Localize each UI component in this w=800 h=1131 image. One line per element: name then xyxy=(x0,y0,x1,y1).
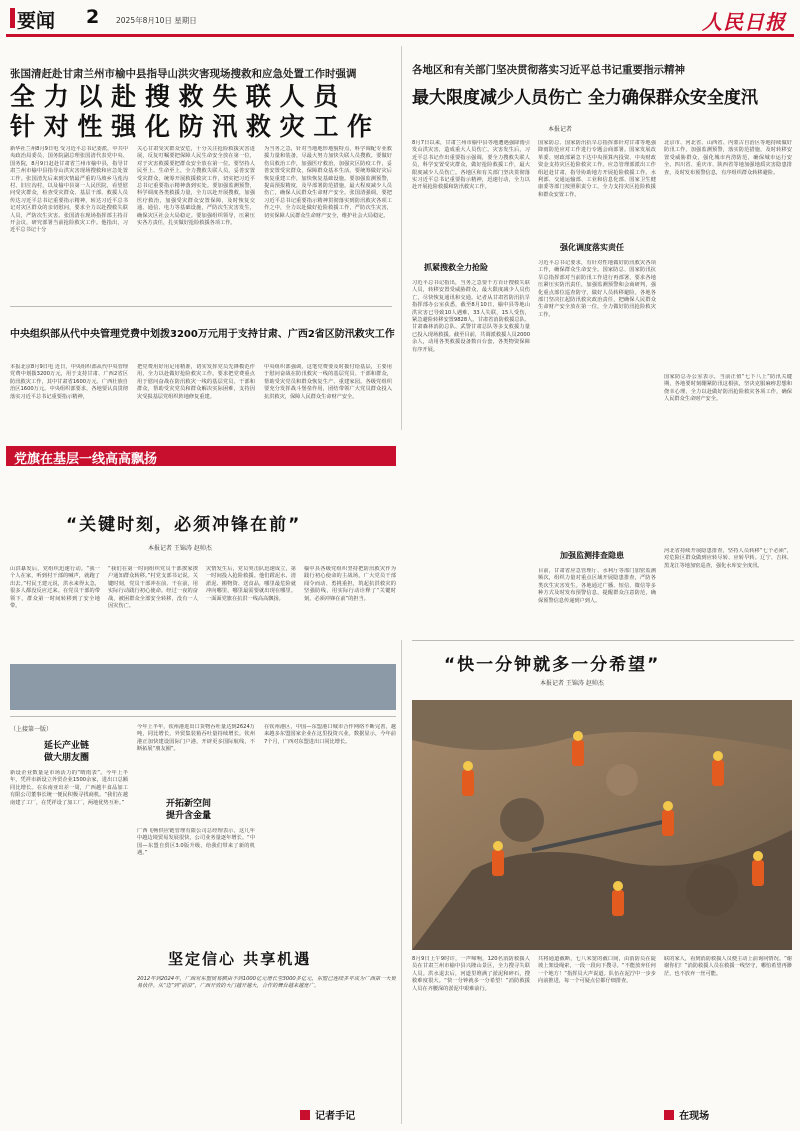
economy-body-col2: 今年上半年，钦州港进出口货物吞吐量达到2624万吨，同比增长，外贸集装箱吞吐量持续增长。钦州港正加快建设国际门户港，开辟更多国际航线，不断拓展“朋友圈”。 xyxy=(137,724,255,753)
paper-logo: 人民日报 xyxy=(702,10,786,34)
right-subhead-3: 加强监测排查隐患 xyxy=(560,551,624,560)
lead-headline-2: 针 对 性 强 化 防 汛 救 灾 工 作 xyxy=(10,112,373,141)
rescue-photo xyxy=(412,700,792,950)
right-kicker: 各地区和有关部门坚决贯彻落实习近平总书记重要指示精神 xyxy=(412,64,685,76)
right-body-h: 河北省持续开展隐患排查，坚持人员转移“七个必须”，对危险区群众做到应转尽转、应转早转。辽宁、吉林、黑龙江等地加密巡查，强化水库安全度汛。 xyxy=(664,548,792,569)
rescue-byline: 本报记者 王锦涛 赵帅杰 xyxy=(540,680,604,687)
rescue-footer-label: 在现场 xyxy=(679,1111,710,1122)
economy-footer-tag xyxy=(300,1104,356,1122)
lead-kicker: 张国清赶赴甘肃兰州市榆中县指导山洪灾害现场搜救和应急处置工作时强调 xyxy=(10,68,357,80)
rescue-headline: “快一分钟就多一分希望” xyxy=(444,655,661,675)
feature-photo xyxy=(10,664,396,710)
rescue-body-col1: 8月9日上午9时许，一声啼响，120名消防救援人员在甘肃兰州市榆中县兴隆山景区，全力搜寻失联人员。洪水退去后，河道里堆满了淤泥和碎石，搜救难度很大。“快一分钟就多一分希望！”消防救援人员在齐腰深的淤泥中艰难前行。 xyxy=(412,956,530,992)
right-body-d: 习近平总书记要求，有针对性地做好防汛救灾各项工作，确保群众生命安全。国家防总、国家防汛抗旱总指挥部对当前防汛工作进行再部署，要求各地压紧压实防汛责任，加强监测预警和会商研判，强化重点部位巡查防守，做好人员转移避险。各地各部门坚决扛起防汛救灾政治责任，把确保人民群众生命财产安全放在第一位，全力做好防汛抢险救灾工作。 xyxy=(538,260,656,318)
column-divider xyxy=(401,640,402,1124)
section-name: 要闻 xyxy=(17,10,56,32)
feature-byline: 本报记者 王锦涛 赵帅杰 xyxy=(148,545,212,552)
feature-body-col4: 榆中县各级党组织坚持把防汛救灾作为践行初心使命的主战场，广大党员干部闻令而动、勇挑重担，筑起抗洪救灾的坚强防线，用实际行动诠释了“关键时刻，必须冲锋在前”的担当。 xyxy=(304,566,396,602)
footer-tag-icon xyxy=(300,1110,310,1120)
right-body-a: 8月7日以来，甘肃兰州市榆中县等地遭遇强降雨引发山洪灾害，造成重大人员伤亡。灾害发生后，习近平总书记作出重要指示强调，要全力搜救失联人员，科学安置受灾群众，做好抢险救援工作，最大限度减少人员伤亡。各地区和有关部门坚决贯彻落实习近平总书记重要指示精神，迅速行动，全力以赴开展抢险救援和防汛救灾工作。 xyxy=(412,140,530,191)
lead-body-col1: 新华社兰州8月9日电 受习近平总书记委派，中共中央政治局委员、国务院副总理张国清代表党中央、国务院，8月9日赶赴甘肃省兰州市榆中县，指导甘肃兰州市榆中县指导山洪灾害现场搜救和应急处置工作。张国清先后来到灾情最严重的马坡乡马莲沟村、旧庄沟村，以及榆中县第一人民医院，看望慰问受灾群众，检查受灾群众、基层干部、救援人员传达习近平总书记重要指示精神，转达习近平总书记对灾区群众的亲切慰问，要求全力以赴搜救失联人员，严防次生灾害。张国清在现场指挥部主持召开会议，研究部署当前抢险救灾工作。他指出，习近平总书记十分 xyxy=(10,146,128,234)
right-body-b: 习近平总书记指出，当务之急要千方百计搜救失联人员，转移安置受威胁群众，最大限度减少人员伤亡，尽快恢复通讯和交通。记者从甘肃省防汛抗旱指挥部办公室获悉，截至8月10日，榆中县等地山洪灾害已导致10人遇难，33人失联，15人受伤，紧急避险转移安置9828人。甘肃省消防救援总队、甘肃森林消防总队、武警甘肃总队等多支救援力量已投入现场救援。截至目前，共调派救援人员2000余人，动用各类救援设备数百台套，各类物资保障有序开展。 xyxy=(412,280,530,353)
right-body-f: 北京市、河北省、山西省、内蒙古自治区等地持续做好防汛工作，加强监测预警，落实防范措施，及时转移安置受威胁群众，强化城市内涝防范，确保城市运行安全。四川省、重庆市、陕西省等地加强地质灾害隐患排查，及时发布预警信息，有序组织群众转移避险。 xyxy=(664,140,792,176)
right-body-g: 国家防总办公室表示，当前正值“七下八上”防汛关键期，各地要时刻绷紧防汛这根弦，坚决克服麻痹思想和侥幸心理，全力以赴做好防汛抢险救灾各项工作，确保人民群众生命财产安全。 xyxy=(664,374,792,403)
right-subhead-1: 抓紧搜救全力抢险 xyxy=(424,263,488,272)
economy-body-col2b: 广西飞畅供应链管理有限公司总经理表示，这几年中越边境贸易发展很快，公司业务量逐年增长。“中国—东盟自贸区3.0版升级，给我们带来了新的机遇。” xyxy=(137,828,255,857)
funding-body-col3: 中央组织部强调，这笔党费要及时拨付给基层，主要用于慰问奋战在防汛救灾一线的基层党员、干部和群众，帮助受灾党员和群众恢复生产、重建家园。各级党组织要充分发挥战斗堡垒作用，团结带领广大党员群众投入抗洪救灾，保障人民群众生命财产安全。 xyxy=(264,364,392,400)
divider-line xyxy=(412,640,794,641)
divider-line xyxy=(10,306,392,307)
lead-body-col3: 为当务之急，针对当地地形地貌特点，科学调配专业救援力量和装备，尽最大努力加快失联人员搜救。要做好伤员救治工作，加强医疗救治，加强灾区防疫工作，妥善安置受灾群众，保障群众基本生活。要统筹做好灾后恢复重建工作，加快恢复基础设施。要加强监测预警，提高预报精度，及早部署防范措施，最大程度减少人员伤亡，确保人民群众生命财产安全。张国清强调，要把习近平总书记重要指示精神贯彻落实到防汛救灾各项工作之中，全力以赴做好抢险救援工作，严防次生灾害，切实保障人民群众生命财产安全，维护社会大局稳定。 xyxy=(264,146,392,219)
funding-headline: 中央组织部从代中央管理党费中划拨3200万元用于支持甘肃、广西2省区防汛救灾工作 xyxy=(10,329,395,340)
feature-body-col1: 山洪暴发后，党组织迅速行动。“我一个人在家，听到村干部的喊声，就跑了出去。”村民王建元说，洪水来得太急，很多人都没反应过来。在党员干部的带领下，群众第一时间转移到了安全地带。 xyxy=(10,566,100,610)
lead-body-col2: 关心甘肃受灾群众安危，十分关注抢险救援灾害进展，反复叮嘱要把保障人民生命安全放在第一位，对于灾害救援要把群众安全放在第一位。要坚持人民至上、生命至上，全力搜救失联人员，妥善安置受灾群众，统筹开展救援救灾工作，切实把习近平总书记重要指示精神落到实处。要加强监测预警，科学调度各类救援力量，全力以赴开展搜救，加强医疗救治，加强受灾群众安置保障，及时恢复交通、通信、电力等基础设施，严防次生灾害发生，确保灾区社会大局稳定。要加强组织领导，压紧压实各方责任，扎实做好抢险救援各项工作。 xyxy=(137,146,255,227)
page-number: 2 xyxy=(86,6,100,28)
rescue-body-col2: 共将通道截断，七八米宽的截口间，由消防员在陡坡上架设绳索，一段一段向下搜寻。“不能放弃任何一个地方！”指挥员大声说道。队伍在泥泞中一步步向前推进，每一个可疑点位都仔细排查。 xyxy=(538,956,656,985)
right-body-e: 目前，甘肃省应急管理厅、水利厅等部门加密监测频次，组织力量对重点区域开展隐患排查，严防各类次生灾害发生。各地通过广播、短信、微信等多种方式及时发布预警信息，提醒群众注意防范，确保预警信息传递到户到人。 xyxy=(538,568,656,604)
economy-body-col3: 在钦州港区，中国—东盟港口城市合作网络不断完善，越来越多东盟国家企业在这里投资兴业。数据显示，今年前7个月，广西对东盟进出口同比增长。 xyxy=(264,724,396,745)
right-subhead-2: 强化调度落实责任 xyxy=(560,243,624,252)
economy-subhead-2: 开拓新空间 提升含金量 xyxy=(166,799,212,821)
feature-body-col2: “我们在第一时间组织党员干部挨家挨户通知群众转移。”村党支部书记说。关键时刻，党员干部冲在前、干在前，用实际行动践行初心使命。经过一夜的奋战，被困群众全部安全转移，没有一人因灾伤亡。 xyxy=(108,566,198,610)
rescue-footer-tag xyxy=(664,1104,710,1122)
footer-tag-icon xyxy=(664,1110,674,1120)
lead-headline-1: 全 力 以 赴 搜 救 失 联 人 员 xyxy=(10,82,339,111)
right-byline: 本报记者 xyxy=(548,126,573,133)
section-bar-icon xyxy=(10,8,15,28)
masthead xyxy=(0,0,800,34)
funding-body-col1: 本报北京8月9日电 近日，中央组织部从代中央管理党费中划拨3200万元，用于支持甘肃、广西2省区防汛救灾工作，其中甘肃省1600万元、广西壮族自治区1600万元。中央组织部要求，各地要认真贯彻落实习近平总书记重要指示精神， xyxy=(10,364,128,400)
economy-subhead-1: 延长产业链 做大朋友圈 xyxy=(44,741,90,763)
column-divider xyxy=(401,46,402,430)
economy-kicker: （上接第一版） xyxy=(10,726,53,733)
right-body-c: 国家防总、国家防汛抗旱总指挥部针对甘肃等地强降雨防范应对工作进行专题会商部署。国家发展改革委、财政部紧急下达中央预算内投资、中央财政资金支持灾区抢险救灾工作。应急管理部派出工作组赶赴甘肃，指导协助地方开展抢险救援工作。水利部、交通运输部、工业和信息化部、国家卫生健康委等部门按照职责分工，全力支持灾区抢险救援和群众安置工作。 xyxy=(538,140,656,198)
economy-footer-label: 记者手记 xyxy=(315,1111,356,1122)
funding-body-col2: 把党费用好用足用精准，切实发挥党员先锋模范作用，全力以赴做好抢险救灾工作。要求把党费重点用于慰问奋战在防汛救灾一线的基层党员、干部和群众，帮助受灾党员和群众解决实际困难，支持因灾受损基层党组织阵地修复重建。 xyxy=(137,364,255,400)
rescue-photo-image xyxy=(412,700,792,950)
feature-headline: “关键时刻，必须冲锋在前” xyxy=(66,515,302,535)
feature-body-col3: 灾情发生后，党员突击队迅速成立，第一时间投入抢险救援。他们蹚泥水、清淤泥、搬物资、送食品，哪里最危险就冲向哪里，哪里最需要就出现在哪里。一面面党旗在抗洪一线高高飘扬。 xyxy=(206,566,296,602)
rescue-body-col3: 联的家人，看到消防救援人员便主动上前询问情况。“谢谢你们！”消防救援人员在救援一线坚守，哪怕希望再渺茫，也不放弃一丝可能。 xyxy=(664,956,792,977)
right-headline: 最大限度减少人员伤亡 全力确保群众安全度汛 xyxy=(412,88,758,108)
economy-body-col1: 新设企业数量是市场活力的“晴雨表”。今年上半年，凭祥市新设立外贸企业1500余家，进出口总额同比增长。在东南亚出差一周，广西越丰食品加工有限公司董事长统一便民积极寻找商机。“我们在越南建了工厂，在凭祥设了加工厂，两地优势互补。” xyxy=(10,770,128,806)
issue-date: 2025年8月10日 星期日 xyxy=(116,16,197,25)
masthead-rule xyxy=(6,34,794,37)
divider-line xyxy=(10,716,396,717)
feature-banner-label: 党旗在基层一线高高飘扬 xyxy=(14,452,158,467)
economy-headline: 坚定信心 共享机遇 xyxy=(168,950,312,968)
economy-body-col4: 2012年到2024年，广西对东盟贸易额由不到1000亿元增长至3000多亿元，东盟已连续多年成为广西第一大贸易伙伴。从“边”到“前沿”，广西开放的大门越开越大，合作的舞台越来越宽广。 xyxy=(137,976,396,990)
feature-banner xyxy=(6,446,396,466)
